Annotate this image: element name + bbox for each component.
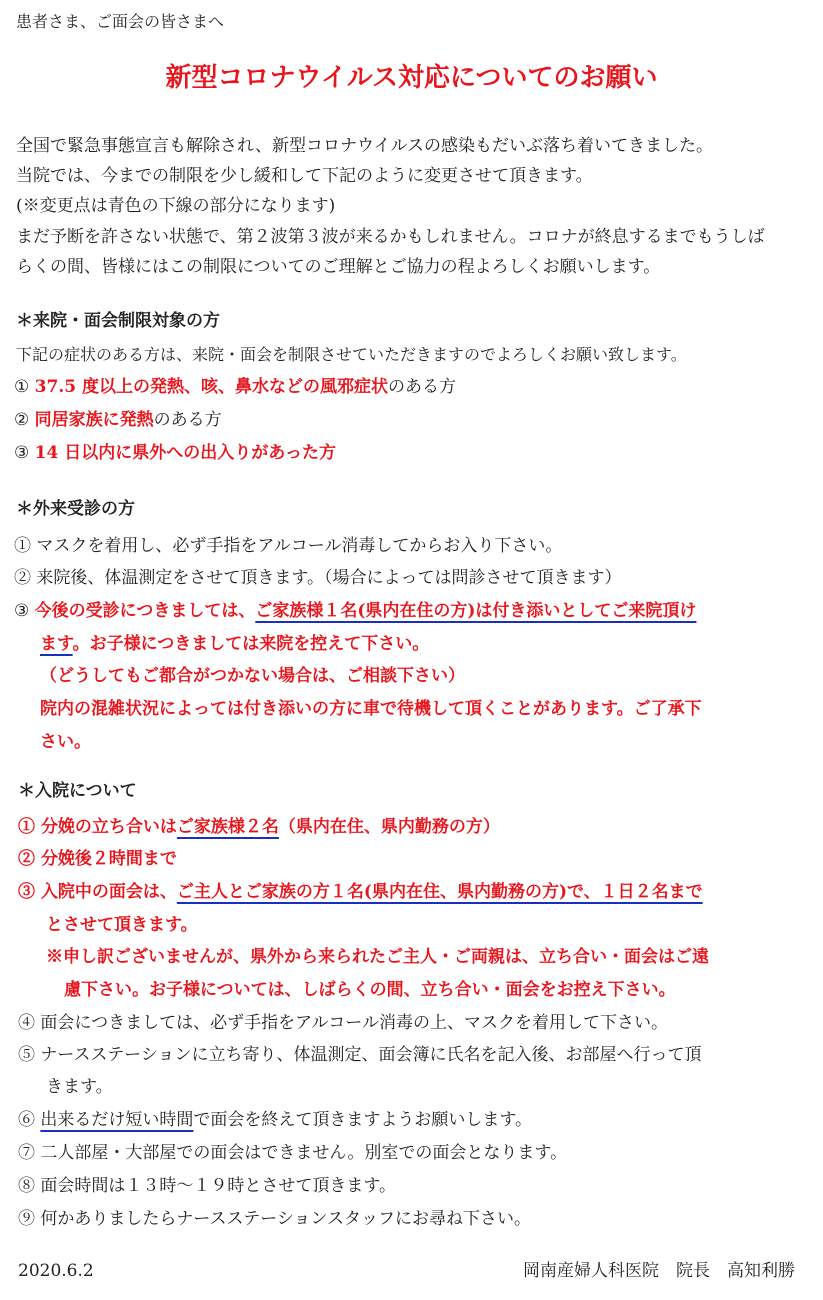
signature: 岡南産婦人科医院 院長 高知利勝 (523, 1261, 795, 1281)
item-highlight: 入院中の面会は、 (40, 882, 177, 902)
item-text: 来院後、体温測定をさせて頂きます。（場合によっては問診させて頂きます） (36, 568, 622, 588)
item-text: のある方 (387, 377, 456, 397)
item-highlight: 14 日以内に県外への出入りがあった方 (34, 443, 337, 463)
list-item-continuation (40, 633, 429, 655)
changed-text: ご主人とご家族の方１名(県内在住、県内勤務の方)で、１日２名まで (176, 882, 703, 902)
item-number: ⑧ (18, 1176, 35, 1196)
list-item (18, 1044, 702, 1066)
list-item (14, 567, 622, 589)
section-heading: ＊外来受診の方 (16, 499, 135, 519)
list-item (18, 1012, 668, 1034)
item-text: ナースステーションに立ち寄り、体温測定、面会簿に氏名を記入後、お部屋へ行って頂 (40, 1045, 702, 1065)
item-number: ⑦ (18, 1143, 35, 1163)
changed-text: ます (40, 634, 73, 654)
item-text: で面会を終えて頂きますようお願いします。 (193, 1110, 533, 1130)
list-item (18, 1175, 396, 1197)
section-heading: ＊来院・面会制限対象の方 (16, 311, 220, 331)
item-number: ④ (18, 1013, 35, 1033)
greeting: 患者さま、ご面会の皆さまへ (16, 12, 225, 31)
section-heading: ＊入院について (18, 781, 137, 801)
list-item (14, 376, 456, 398)
notice-line: ※申し訳ございませんが、県外から来られたご主人・ご両親は、立ち合い・面会はご遠 (46, 947, 709, 967)
list-item (18, 1109, 532, 1131)
item-text: 二人部屋・大部屋での面会はできません。別室での面会となります。 (40, 1143, 568, 1163)
changed-text: 出来るだけ短い時間 (40, 1110, 194, 1130)
section-lead: 下記の症状のある方は、来院・面会を制限させていただきますのでよろしくお願い致します。 (16, 345, 687, 364)
item-highlight: 。お子様につきましては来院を控えて下さい。 (72, 634, 430, 654)
notice-line: 慮下さい。お子様については、しばらくの間、立ち合い・面会をお控え下さい。 (64, 980, 676, 1000)
item-text: 何かありましたらナースステーションスタッフにお尋ね下さい。 (40, 1209, 532, 1229)
item-text: 面会時間は１３時～１９時とさせて頂きます。 (40, 1176, 397, 1196)
date: 2020.6.2 (18, 1261, 94, 1281)
item-text: のある方 (153, 410, 222, 430)
list-item (14, 535, 562, 557)
list-item-continuation: きます。 (46, 1077, 113, 1097)
item-number: ② (14, 410, 30, 430)
item-number: ① (14, 536, 31, 556)
list-item-continuation: さい。 (40, 732, 91, 752)
list-item (18, 1142, 567, 1164)
item-number: ② (18, 849, 35, 869)
item-number: ③ (14, 601, 30, 621)
list-item (14, 409, 222, 431)
intro-line: らくの間、皆様にはこの制限についてのご理解とご協力の程よろしくお願いします。 (16, 257, 661, 277)
item-highlight: 37.5 度以上の発熱、咳、鼻水などの風邪症状 (34, 377, 388, 397)
item-number: ⑨ (18, 1209, 35, 1229)
intro-line: (※変更点は青色の下線の部分になります) (16, 196, 336, 216)
item-highlight: 分娩後２時間まで (40, 849, 177, 869)
list-item (14, 442, 336, 464)
item-number: ① (18, 817, 35, 837)
item-highlight: 分娩の立ち合いは (40, 817, 177, 837)
changed-text: ご家族様２名 (176, 817, 279, 837)
page-title: 新型コロナウイルス対応についてのお願い (165, 63, 658, 93)
list-item (18, 881, 703, 903)
list-item-continuation: （どうしてもご都合がつかない場合は、ご相談下さい） (40, 666, 465, 686)
item-highlight: 同居家族に発熱 (34, 410, 154, 430)
item-number: ② (14, 568, 31, 588)
list-item (18, 816, 500, 838)
intro-line: まだ予断を許さない状態で、第２波第３波が来るかもしれません。コロナが終息するまでもうしば (16, 227, 765, 247)
item-text: 面会につきましては、必ず手指をアルコール消毒の上、マスクを着用して下さい。 (40, 1013, 669, 1033)
changed-text: ご家族様１名(県内在住の方)は付き添いとしてご来院頂け (255, 601, 697, 621)
item-highlight: （県内在住、県内勤務の方） (278, 817, 500, 837)
list-item (18, 1208, 531, 1230)
intro-line: 全国で緊急事態宣言も解除され、新型コロナウイルスの感染もだいぶ落ち着いてきました。 (16, 136, 713, 156)
item-number: ⑥ (18, 1110, 35, 1130)
intro-line: 当院では、今までの制限を少し緩和して下記のように変更させて頂きます。 (16, 166, 593, 186)
item-number: ⑤ (18, 1045, 35, 1065)
item-text: マスクを着用し、必ず手指をアルコール消毒してからお入り下さい。 (36, 536, 563, 556)
list-item (14, 600, 696, 622)
item-highlight: 今後の受診につきましては、 (34, 601, 256, 621)
item-number: ③ (18, 882, 35, 902)
list-item-continuation: とさせて頂きます。 (46, 915, 198, 935)
item-number: ① (14, 377, 30, 397)
item-number: ③ (14, 443, 30, 463)
list-item (18, 848, 177, 870)
list-item-continuation: 院内の混雑状況によっては付き添いの方に車で待機して頂くことがあります。ご了承下 (40, 699, 702, 719)
